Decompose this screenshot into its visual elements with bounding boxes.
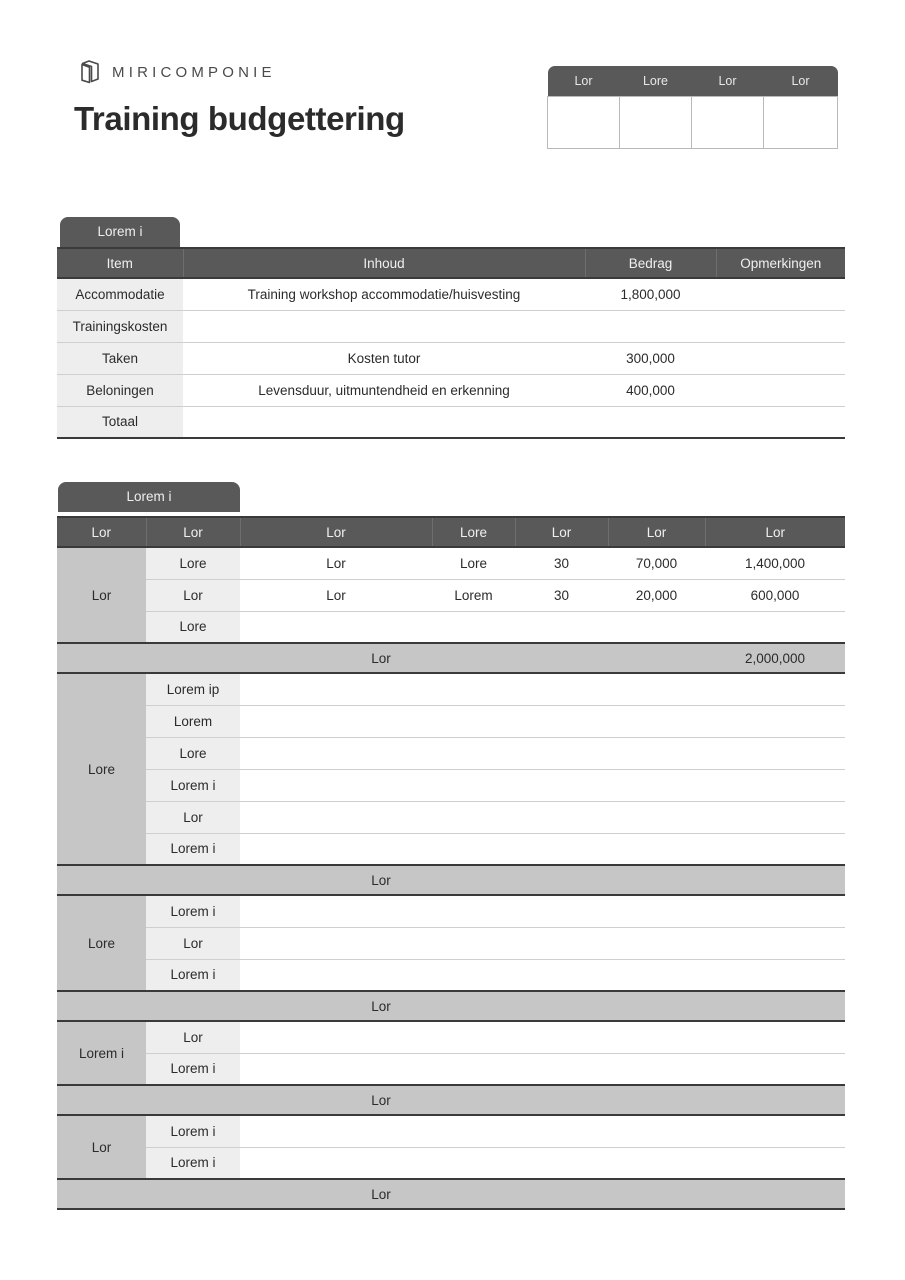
table2-cell-c6[interactable] xyxy=(608,1147,705,1179)
table2-subtotal-row xyxy=(57,865,845,895)
table2-tab[interactable] xyxy=(58,482,240,512)
table2-cell-c3[interactable] xyxy=(240,769,432,801)
table2-subtotal-value[interactable] xyxy=(705,1085,845,1115)
table2-cell-c4[interactable] xyxy=(432,959,515,991)
table1-tab-label: Lorem i xyxy=(60,217,180,247)
table2-cell-c2[interactable]: Lor xyxy=(146,579,240,611)
table2-header-cell-5: Lor xyxy=(515,517,608,547)
table2-cell-c7[interactable] xyxy=(705,705,845,737)
table-row xyxy=(57,374,845,406)
table1-header-inhoud: Inhoud xyxy=(183,248,585,278)
table1-header-item: Item xyxy=(57,248,183,278)
table2-cell-c7[interactable] xyxy=(705,1115,845,1147)
table2-subtotal-label: Lor xyxy=(57,643,705,673)
table2-cell-c2[interactable]: Lorem i xyxy=(146,895,240,927)
table2-subtotal-label: Lor xyxy=(57,1179,705,1209)
table2-cell-c7[interactable] xyxy=(705,769,845,801)
table1-header-bedrag: Bedrag xyxy=(585,248,716,278)
table2-tab-label: Lorem i xyxy=(58,482,240,512)
table2-cell-c6[interactable] xyxy=(608,769,705,801)
table1-cell-opmerkingen[interactable] xyxy=(716,374,845,406)
table2-group-label[interactable]: Lor xyxy=(57,1115,146,1179)
table1-cell-bedrag[interactable] xyxy=(585,310,716,342)
book-pages-icon xyxy=(78,58,102,86)
table2-cell-c7[interactable] xyxy=(705,1021,845,1053)
table2-cell-c3[interactable] xyxy=(240,927,432,959)
table2-cell-c5[interactable] xyxy=(515,1115,608,1147)
table2-cell-c4[interactable] xyxy=(432,801,515,833)
table2-subtotal-label: Lor xyxy=(57,1085,705,1115)
mini-table-cell[interactable] xyxy=(620,96,692,148)
table-row xyxy=(57,959,845,991)
table1-cell-inhoud[interactable]: Levensduur, uitmuntendheid en erkenning xyxy=(183,374,585,406)
table2-cell-c6[interactable] xyxy=(608,1021,705,1053)
table2-header-row xyxy=(57,517,845,547)
table-row-total xyxy=(57,406,845,438)
table-row xyxy=(57,579,845,611)
table-row xyxy=(57,310,845,342)
table2-cell-c4[interactable] xyxy=(432,1021,515,1053)
table2-cell-c6[interactable] xyxy=(608,673,705,705)
table2-cell-c2[interactable]: Lore xyxy=(146,737,240,769)
budget-summary-table xyxy=(57,247,845,439)
mini-table-header-cell: Lor xyxy=(764,66,838,96)
table2-cell-c4[interactable] xyxy=(432,927,515,959)
table1-cell-item[interactable]: Beloningen xyxy=(57,374,183,406)
table1-cell-opmerkingen[interactable] xyxy=(716,278,845,310)
table2-header-cell-2: Lor xyxy=(146,517,240,547)
table2-cell-c6[interactable]: 70,000 xyxy=(608,547,705,579)
table1-cell-bedrag[interactable]: 300,000 xyxy=(585,342,716,374)
table2-cell-c7[interactable]: 600,000 xyxy=(705,579,845,611)
table1-tab[interactable] xyxy=(60,217,180,247)
table2-cell-c5[interactable] xyxy=(515,927,608,959)
table2-cell-c5[interactable]: 30 xyxy=(515,547,608,579)
table2-cell-c5[interactable] xyxy=(515,801,608,833)
table2-cell-c6[interactable] xyxy=(608,611,705,643)
table-row xyxy=(57,1147,845,1179)
table2-header-cell-1: Lor xyxy=(57,517,146,547)
table2-cell-c3[interactable] xyxy=(240,1021,432,1053)
table1-cell-inhoud[interactable] xyxy=(183,406,585,438)
table-row xyxy=(57,833,845,865)
mini-table-header-cell: Lor xyxy=(692,66,764,96)
table2-cell-c2[interactable]: Lore xyxy=(146,611,240,643)
table2-cell-c3[interactable] xyxy=(240,1053,432,1085)
table2-cell-c3[interactable] xyxy=(240,895,432,927)
brand-header xyxy=(78,58,276,86)
mini-table-row xyxy=(548,96,838,148)
table2-cell-c6[interactable] xyxy=(608,1053,705,1085)
table2-cell-c7[interactable]: 1,400,000 xyxy=(705,547,845,579)
table-row xyxy=(57,705,845,737)
table2-subtotal-row xyxy=(57,991,845,1021)
table1-cell-bedrag[interactable]: 400,000 xyxy=(585,374,716,406)
table2-header-cell-4: Lore xyxy=(432,517,515,547)
table2-cell-c4[interactable]: Lore xyxy=(432,547,515,579)
table2-cell-c2[interactable]: Lor xyxy=(146,927,240,959)
mini-table-header-row xyxy=(548,66,838,96)
table2-cell-c6[interactable] xyxy=(608,833,705,865)
table2-group-label[interactable]: Lore xyxy=(57,673,146,865)
table2-cell-c2[interactable]: Lorem i xyxy=(146,769,240,801)
table2-cell-c5[interactable] xyxy=(515,673,608,705)
table2-cell-c4[interactable] xyxy=(432,611,515,643)
mini-table-header-cell: Lore xyxy=(620,66,692,96)
table2-cell-c6[interactable] xyxy=(608,895,705,927)
mini-table-header-cell: Lor xyxy=(548,66,620,96)
table2-cell-c4[interactable]: Lorem xyxy=(432,579,515,611)
table2-cell-c2[interactable]: Lorem i xyxy=(146,959,240,991)
table-row xyxy=(57,1021,845,1053)
table2-cell-c7[interactable] xyxy=(705,927,845,959)
table-row xyxy=(57,927,845,959)
table2-cell-c2[interactable]: Lorem i xyxy=(146,1053,240,1085)
table2-cell-c7[interactable] xyxy=(705,1053,845,1085)
table-row xyxy=(57,673,845,705)
table2-cell-c6[interactable] xyxy=(608,1115,705,1147)
table2-cell-c2[interactable]: Lore xyxy=(146,547,240,579)
table2-cell-c2[interactable]: Lorem i xyxy=(146,1115,240,1147)
table2-cell-c3[interactable] xyxy=(240,611,432,643)
table2-cell-c4[interactable] xyxy=(432,895,515,927)
table1-cell-bedrag[interactable] xyxy=(585,406,716,438)
table2-subtotal-label: Lor xyxy=(57,865,705,895)
table1-cell-inhoud[interactable] xyxy=(183,310,585,342)
top-right-info-table xyxy=(547,66,838,149)
table1-header-row xyxy=(57,248,845,278)
table2-subtotal-row xyxy=(57,643,845,673)
table-row xyxy=(57,611,845,643)
table2-group-label[interactable]: Lorem i xyxy=(57,1021,146,1085)
table2-cell-c4[interactable] xyxy=(432,769,515,801)
table2-cell-c2[interactable]: Lorem i xyxy=(146,833,240,865)
table2-cell-c3[interactable] xyxy=(240,673,432,705)
table2-subtotal-label: Lor xyxy=(57,991,705,1021)
table2-cell-c5[interactable] xyxy=(515,959,608,991)
table2-cell-c6[interactable] xyxy=(608,959,705,991)
table2-cell-c3[interactable]: Lor xyxy=(240,547,432,579)
table2-cell-c7[interactable] xyxy=(705,673,845,705)
page-title: Training budgettering xyxy=(74,100,405,137)
table2-cell-c4[interactable] xyxy=(432,705,515,737)
table2-cell-c5[interactable] xyxy=(515,737,608,769)
table2-cell-c5[interactable] xyxy=(515,611,608,643)
table2-cell-c6[interactable] xyxy=(608,705,705,737)
table2-cell-c3[interactable] xyxy=(240,737,432,769)
table2-cell-c7[interactable] xyxy=(705,833,845,865)
table1-cell-item[interactable]: Accommodatie xyxy=(57,278,183,310)
table2-cell-c4[interactable] xyxy=(432,673,515,705)
table2-cell-c2[interactable]: Lorem ip xyxy=(146,673,240,705)
table2-cell-c3[interactable] xyxy=(240,801,432,833)
table2-cell-c6[interactable]: 20,000 xyxy=(608,579,705,611)
table2-cell-c4[interactable] xyxy=(432,1053,515,1085)
table-row xyxy=(57,547,845,579)
table-row xyxy=(57,278,845,310)
table2-header-cell-3: Lor xyxy=(240,517,432,547)
table2-cell-c2[interactable]: Lorem xyxy=(146,705,240,737)
table2-cell-c5[interactable] xyxy=(515,1053,608,1085)
table-row xyxy=(57,895,845,927)
table-row xyxy=(57,737,845,769)
table-row xyxy=(57,801,845,833)
table2-cell-c3[interactable] xyxy=(240,833,432,865)
table2-cell-c3[interactable] xyxy=(240,705,432,737)
table-row xyxy=(57,769,845,801)
table2-cell-c4[interactable] xyxy=(432,833,515,865)
table1-cell-item[interactable]: Trainingskosten xyxy=(57,310,183,342)
table1-cell-opmerkingen[interactable] xyxy=(716,310,845,342)
table2-subtotal-value[interactable]: 2,000,000 xyxy=(705,643,845,673)
brand-name: MIRICOMPONIE xyxy=(112,63,276,81)
table2-cell-c5[interactable] xyxy=(515,833,608,865)
table2-cell-c5[interactable] xyxy=(515,705,608,737)
table2-cell-c6[interactable] xyxy=(608,737,705,769)
table2-group-label[interactable]: Lor xyxy=(57,547,146,643)
table2-subtotal-value[interactable] xyxy=(705,1179,845,1209)
table2-cell-c4[interactable] xyxy=(432,737,515,769)
table1-cell-bedrag[interactable]: 1,800,000 xyxy=(585,278,716,310)
table1-cell-opmerkingen[interactable] xyxy=(716,406,845,438)
budget-detail-table xyxy=(57,516,845,1210)
table2-cell-c5[interactable] xyxy=(515,895,608,927)
table2-cell-c3[interactable]: Lor xyxy=(240,579,432,611)
table1-cell-inhoud[interactable]: Training workshop accommodatie/huisvesting xyxy=(183,278,585,310)
table2-cell-c7[interactable] xyxy=(705,895,845,927)
table2-cell-c4[interactable] xyxy=(432,1115,515,1147)
table2-cell-c7[interactable] xyxy=(705,1147,845,1179)
table2-cell-c4[interactable] xyxy=(432,1147,515,1179)
table2-cell-c2[interactable]: Lor xyxy=(146,801,240,833)
table2-cell-c7[interactable] xyxy=(705,801,845,833)
table2-cell-c6[interactable] xyxy=(608,927,705,959)
table2-cell-c5[interactable]: 30 xyxy=(515,579,608,611)
table-row xyxy=(57,1053,845,1085)
table2-cell-c2[interactable]: Lorem i xyxy=(146,1147,240,1179)
mini-table-cell[interactable] xyxy=(692,96,764,148)
table2-cell-c7[interactable] xyxy=(705,959,845,991)
table2-cell-c3[interactable] xyxy=(240,1115,432,1147)
mini-table-cell[interactable] xyxy=(764,96,838,148)
table1-cell-opmerkingen[interactable] xyxy=(716,342,845,374)
table2-cell-c2[interactable]: Lor xyxy=(146,1021,240,1053)
table-row xyxy=(57,1115,845,1147)
table-row xyxy=(57,342,845,374)
table2-cell-c7[interactable] xyxy=(705,737,845,769)
table1-header-opmerkingen: Opmerkingen xyxy=(716,248,845,278)
table1-cell-inhoud[interactable]: Kosten tutor xyxy=(183,342,585,374)
table2-header-cell-7: Lor xyxy=(705,517,845,547)
table2-cell-c3[interactable] xyxy=(240,1147,432,1179)
table2-subtotal-value[interactable] xyxy=(705,865,845,895)
mini-table-cell[interactable] xyxy=(548,96,620,148)
table2-group-label[interactable]: Lore xyxy=(57,895,146,991)
table2-cell-c5[interactable] xyxy=(515,769,608,801)
table2-cell-c5[interactable] xyxy=(515,1147,608,1179)
table2-cell-c3[interactable] xyxy=(240,959,432,991)
table2-subtotal-row xyxy=(57,1179,845,1209)
table1-cell-item[interactable]: Totaal xyxy=(57,406,183,438)
table2-cell-c5[interactable] xyxy=(515,1021,608,1053)
table2-cell-c6[interactable] xyxy=(608,801,705,833)
table2-header-cell-6: Lor xyxy=(608,517,705,547)
table2-cell-c7[interactable] xyxy=(705,611,845,643)
table1-cell-item[interactable]: Taken xyxy=(57,342,183,374)
table2-subtotal-row xyxy=(57,1085,845,1115)
table2-subtotal-value[interactable] xyxy=(705,991,845,1021)
